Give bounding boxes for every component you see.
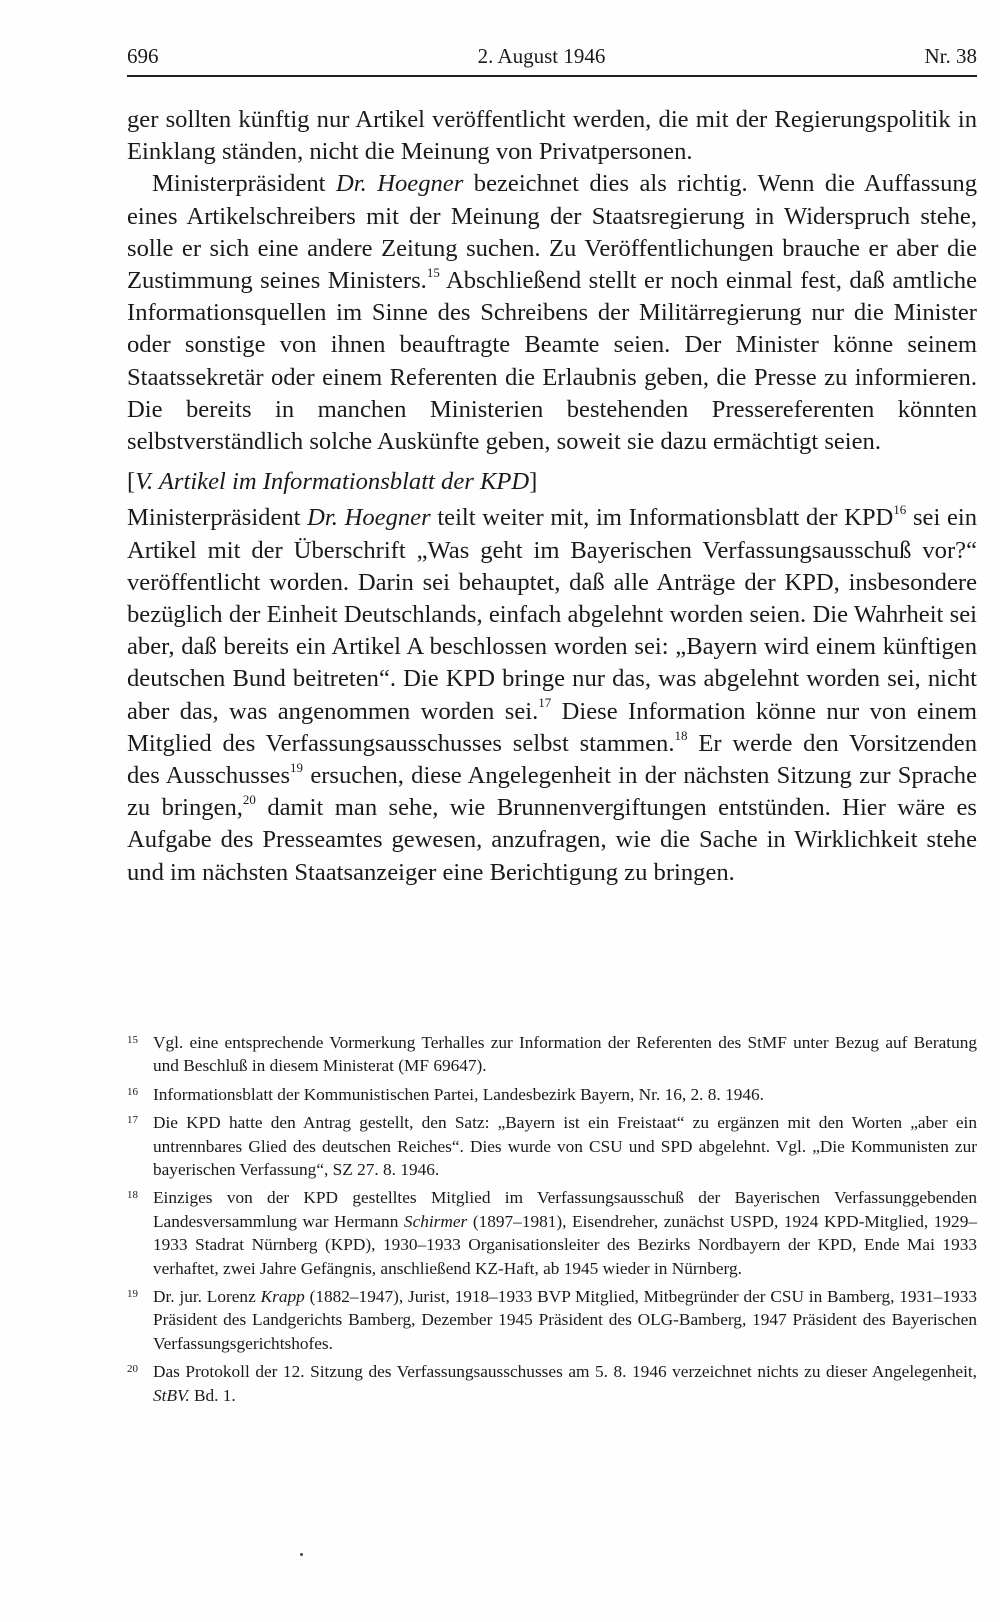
footnote-ref-19: 19 <box>290 759 304 775</box>
footnote-ref-16: 16 <box>893 502 907 518</box>
footnote: 16 Informationsblatt der Kommunistischen Partei, Landesbezirk Bayern, Nr. 16, 2. 8. 1946. <box>127 1084 764 1104</box>
footnote: 20 Das Protokoll der 12. Sitzung des Verfassungsausschusses am 5. 8. 1946 verzeichnet nichts zu dieser Angelegenheit, StBV. Bd. 1. <box>127 1362 977 1405</box>
footnotes <box>127 1031 977 1412</box>
issue-number: Nr. 38 <box>924 44 977 68</box>
footnote: 17 Die KPD hatte den Antrag gestellt, den Satz: „Bayern ist ein Freistaat“ zu ergänzen mit den Worten „aber ein untrennbares Glied des deutschen Reiches“. Dies wurde von CSU und SPD abgelehnt. Vgl. „Die Kommunisten zur bayerischen Verfassung“, SZ 27. 8. 1946. <box>127 1113 977 1180</box>
section-heading: [V. Artikel im Informationsblatt der KPD] <box>127 468 538 496</box>
running-header <box>127 44 977 76</box>
header-date: 2. August 1946 <box>477 44 606 68</box>
header-rule <box>127 75 977 77</box>
page-number: 696 <box>127 44 159 68</box>
footnote: 15 Vgl. eine entsprechende Vormerkung Terhalles zur Information der Referenten des StMF unter Bezug auf Beratung und Beschluß in diesem Ministerat (MF 69647). <box>127 1033 977 1076</box>
paragraph-3: Ministerpräsident Dr. Hoegner teilt weiter mit, im Informationsblatt der KPD$^{16}$ sei ein Artikel mit der Überschrift „Was geht im Bayerischen Verfassungsausschuß vor?“ veröffentlicht worden. Darin sei behauptet, daß alle Anträge der KPD, insbesondere bezüglich der Einheit Deutschlands, einfach abgelehnt worden seien. Die Wahrheit sei aber, daß bereits ein Artikel A beschlossen worden sei: „Bayern wird einem künftigen deutschen Bund beitreten“. Die KPD bringe nur das, was abgelehnt worden sei, nicht aber das, was angenommen worden sei.$^{17}$ Diese Information könne nur von einem Mitglied des Verfassungsausschusses selbst stammen.$^{18}$ Er werde den Vorsitzenden des Ausschusses$^{19}$ ersuchen, diese Angelegenheit in der nächsten Sitzung zur Sprache zu bringen,$^{20}$ damit man sehe, wie Brunnenvergiftungen entstünden. Hier wäre es Aufgabe des Presseamtes gewesen, anzufragen, wie die Sache in Wirklichkeit stehe und im nächsten Staatsanzeiger eine Berichtigung zu bringen. <box>127 502 977 886</box>
body-text <box>127 104 977 889</box>
footnote-ref-17: 17 <box>538 695 552 711</box>
paragraph-1: ger sollten künftig nur Artikel veröffentlicht werden, die mit der Regierungspolitik in Einklang ständen, nicht die Meinung von Privatpersonen. <box>127 106 977 166</box>
footnote-ref-15: 15 <box>426 264 440 280</box>
footnote: 19 Dr. jur. Lorenz Krapp (1882–1947), Jurist, 1918–1933 BVP Mitglied, Mitbegründer der CSU in Bamberg, 1931–1933 Präsident des Landgerichts Bamberg, Dezember 1945 Präsident des OLG-Bamberg, 1947 Präsident des Bayerischen Verfassungsgerichtshofes. <box>127 1287 977 1353</box>
footnote-ref-20: 20 <box>242 792 256 808</box>
scan-speck <box>300 1553 303 1556</box>
footnote-ref-18: 18 <box>674 727 688 743</box>
paragraph-2: Ministerpräsident Dr. Hoegner bezeichnet dies als richtig. Wenn die Auffassung eines Artikelschreibers mit der Meinung der Staatsregierung in Widerspruch stehe, solle er sich eine andere Zeitung suchen. Zu Veröffentlichungen brauche er aber die Zustimmung seines Ministers.$^{15}$ Abschließend stellt er noch einmal fest, daß amtliche Informationsquellen im Sinne des Schreibens der Militärregierung nur die Minister oder sonstige von ihnen beauftragte Beamte seien. Der Minister könne seinem Staatssekretär oder einem Referenten die Erlaubnis geben, die Presse zu informieren. Die bereits in manchen Ministerien bestehenden Pressereferenten könnten selbstverständlich solche Auskünfte geben, soweit sie dazu ermächtigt seien. <box>127 170 978 456</box>
footnote: 18 Einziges von der KPD gestelltes Mitglied im Verfassungsausschuß der Bayerischen Verfassunggebenden Landesversammlung war Hermann Schirmer (1897–1981), Eisendreher, zunächst USPD, 1924 KPD-Mitglied, 1929–1933 Stadrat Nürnberg (KPD), 1930–1933 Organisationsleiter des Bezirks Nordbayern der KPD, Ende Mai 1933 verhaftet, zwei Jahre Gefängnis, anschließend KZ-Haft, ab 1945 wieder in Nürnberg. <box>127 1188 977 1278</box>
